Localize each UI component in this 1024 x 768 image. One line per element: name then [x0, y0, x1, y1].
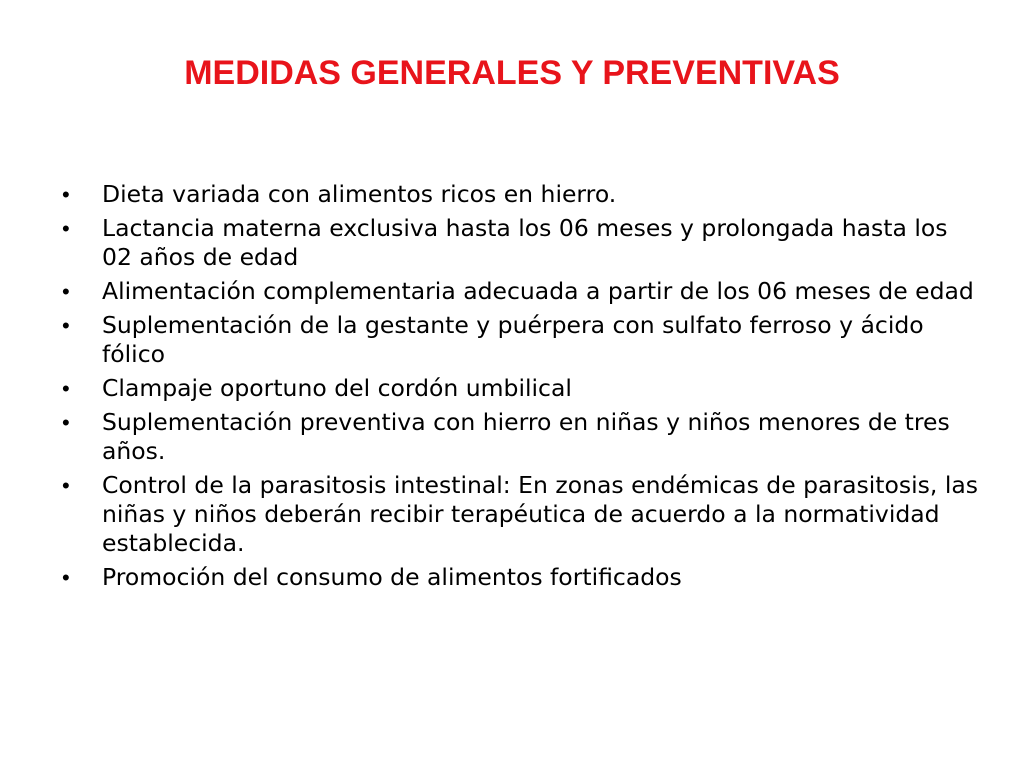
- list-item: [62, 311, 982, 369]
- list-item: [62, 214, 982, 272]
- list-item-text: Suplementación preventiva con hierro en niñas y niños menores de tres años.: [102, 408, 950, 465]
- bullet-icon: •: [62, 376, 70, 401]
- list-item-text: Suplementación de la gestante y puérpera con sulfato ferroso y ácido fólico: [102, 311, 924, 368]
- bullet-icon: •: [62, 279, 70, 304]
- list-item: [62, 374, 982, 403]
- list-item: [62, 563, 982, 592]
- bullet-icon: •: [62, 473, 70, 498]
- slide-title: MEDIDAS GENERALES Y PREVENTIVAS: [184, 54, 840, 92]
- list-item-text: Control de la parasitosis intestinal: En zonas endémicas de parasitosis, las niñas y niños deberán recibir terapéutica de acuerdo a la normatividad establecida.: [102, 471, 979, 557]
- bullet-icon: •: [62, 313, 70, 338]
- bullet-icon: •: [62, 565, 70, 590]
- list-item: [62, 408, 982, 466]
- bullet-list: [62, 180, 982, 597]
- list-item: [62, 471, 982, 558]
- list-item-text: Lactancia materna exclusiva hasta los 06 meses y prolongada hasta los 02 años de edad: [102, 214, 948, 271]
- list-item-text: Alimentación complementaria adecuada a partir de los 06 meses de edad: [102, 277, 974, 305]
- list-item-text: Promoción del consumo de alimentos fortificados: [102, 563, 682, 591]
- bullet-icon: •: [62, 182, 70, 207]
- list-item-text: Clampaje oportuno del cordón umbilical: [102, 374, 572, 402]
- bullet-icon: •: [62, 216, 70, 241]
- bullet-icon: •: [62, 410, 70, 435]
- list-item: [62, 180, 982, 209]
- list-item-text: Dieta variada con alimentos ricos en hierro.: [102, 180, 617, 208]
- list-item: [62, 277, 982, 306]
